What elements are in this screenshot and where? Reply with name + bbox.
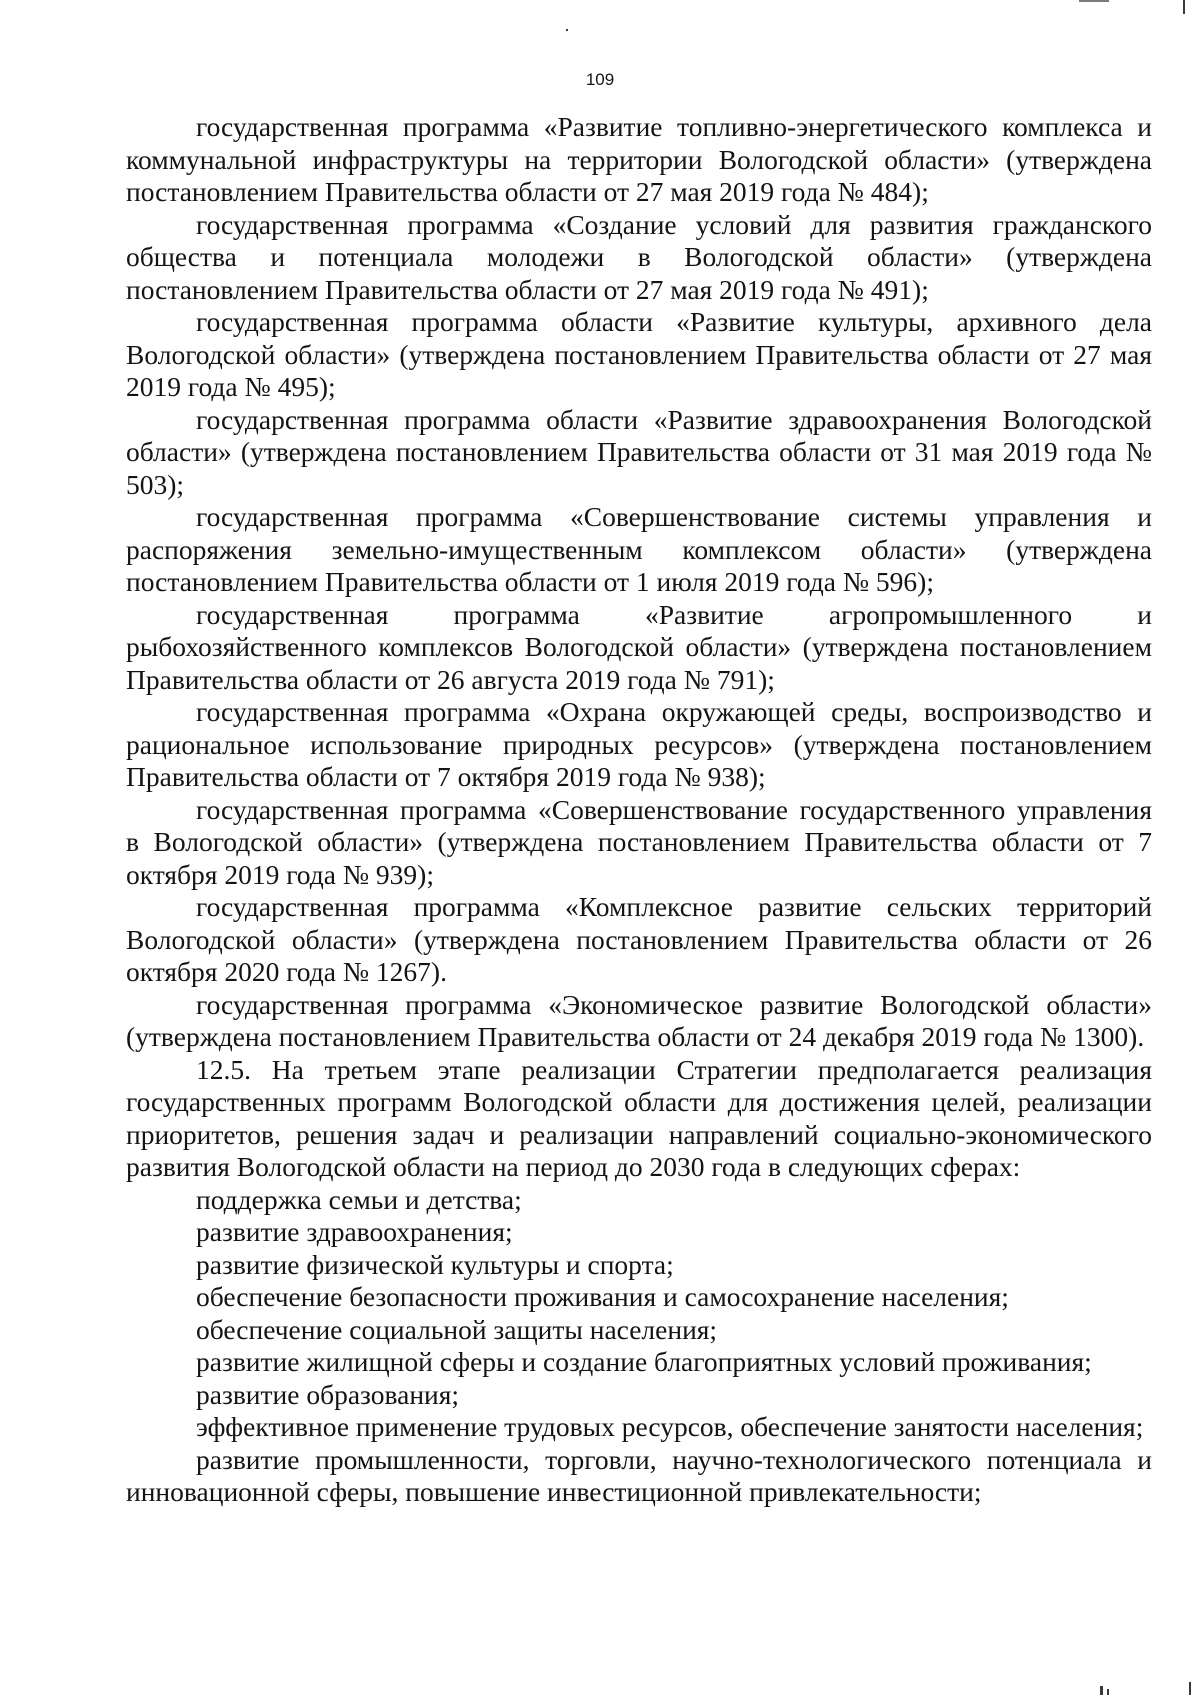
page-number: 109 <box>585 70 615 89</box>
sphere-item: эффективное применение трудовых ресурсов, обеспечение занятости населения; <box>196 1411 1144 1442</box>
program-paragraph: государственная программа «Развитие агропромышленного и рыбохозяйственного комплексов Вологодской области» (утверждена постановлением Правительства области от 26 августа 2019 года № 791); <box>126 598 1152 695</box>
scan-mark <box>1189 1682 1191 1695</box>
sphere-item: обеспечение безопасности проживания и самосохранение населения; <box>196 1281 1009 1312</box>
sphere-item: развитие физической культуры и спорта; <box>196 1248 674 1280</box>
program-paragraph: государственная программа «Комплексное развитие сельских территорий Вологодской области» (утверждена постановлением Правительства области от 26 октября 2020 года № 1267). <box>126 891 1152 987</box>
scan-mark <box>1100 1686 1103 1695</box>
program-paragraph: государственная программа «Развитие топливно-энергетического комплекса и коммунальной инфраструктуры на территории Вологодской области» (утверждена постановлением Правительства области от 27 мая 2019 года № 484); <box>126 111 1152 207</box>
scan-mark <box>1183 0 1185 14</box>
scan-mark <box>1079 0 1109 2</box>
scan-mark <box>1107 1689 1109 1695</box>
program-paragraph: государственная программа области «Развитие здравоохранения Вологодской области» (утверждена постановлением Правительства области от 31 мая 2019 года № 503); <box>126 403 1152 500</box>
sphere-item: развитие здравоохранения; <box>196 1216 513 1247</box>
program-paragraph: государственная программа «Экономическое развитие Вологодской области» (утверждена постановлением Правительства области от 24 декабря 2019 года № 1300). <box>126 988 1152 1052</box>
document-body <box>126 111 1152 1509</box>
sphere-item: поддержка семьи и детства; <box>196 1183 522 1215</box>
sphere-item: обеспечение социальной защиты населения; <box>196 1313 718 1345</box>
sphere-item: развитие образования; <box>196 1378 460 1410</box>
program-paragraph: государственная программа «Создание условий для развития гражданского общества и потенциала молодежи в Вологодской области» (утверждена постановлением Правительства области от 27 мая 2019 года № 491); <box>126 208 1152 305</box>
program-paragraph: государственная программа «Совершенствование системы управления и распоряжения земельно-имущественным комплексом области» (утверждена постановлением Правительства области от 1 июля 2019 года № 596); <box>126 501 1152 597</box>
program-paragraph: государственная программа «Охрана окружающей среды, воспроизводство и рациональное использование природных ресурсов» (утверждена постановлением Правительства области от 7 октября 2019 года № 938); <box>126 696 1152 792</box>
sphere-item: развитие промышленности, торговли, научно-технологического потенциала и инновационной сферы, повышение инвестиционной привлекательности; <box>126 1443 1152 1507</box>
program-paragraph: государственная программа области «Развитие культуры, архивного дела Вологодской области» (утверждена постановлением Правительства области от 27 мая 2019 года № 495); <box>126 306 1152 402</box>
sphere-item: развитие жилищной сферы и создание благоприятных условий проживания; <box>196 1346 1092 1377</box>
program-paragraph: государственная программа «Совершенствование государственного управления в Вологодской области» (утверждена постановлением Правительства области от 7 октября 2019 года № 939); <box>126 793 1152 890</box>
section-12-5-paragraph: 12.5. На третьем этапе реализации Стратегии предполагается реализация государственных программ Вологодской области для достижения целей, реализации приоритетов, решения задач и реализации направлений социально-экономического развития Вологодской области на период до 2030 года в следующих сферах: <box>126 1053 1152 1182</box>
scan-mark <box>566 29 568 31</box>
